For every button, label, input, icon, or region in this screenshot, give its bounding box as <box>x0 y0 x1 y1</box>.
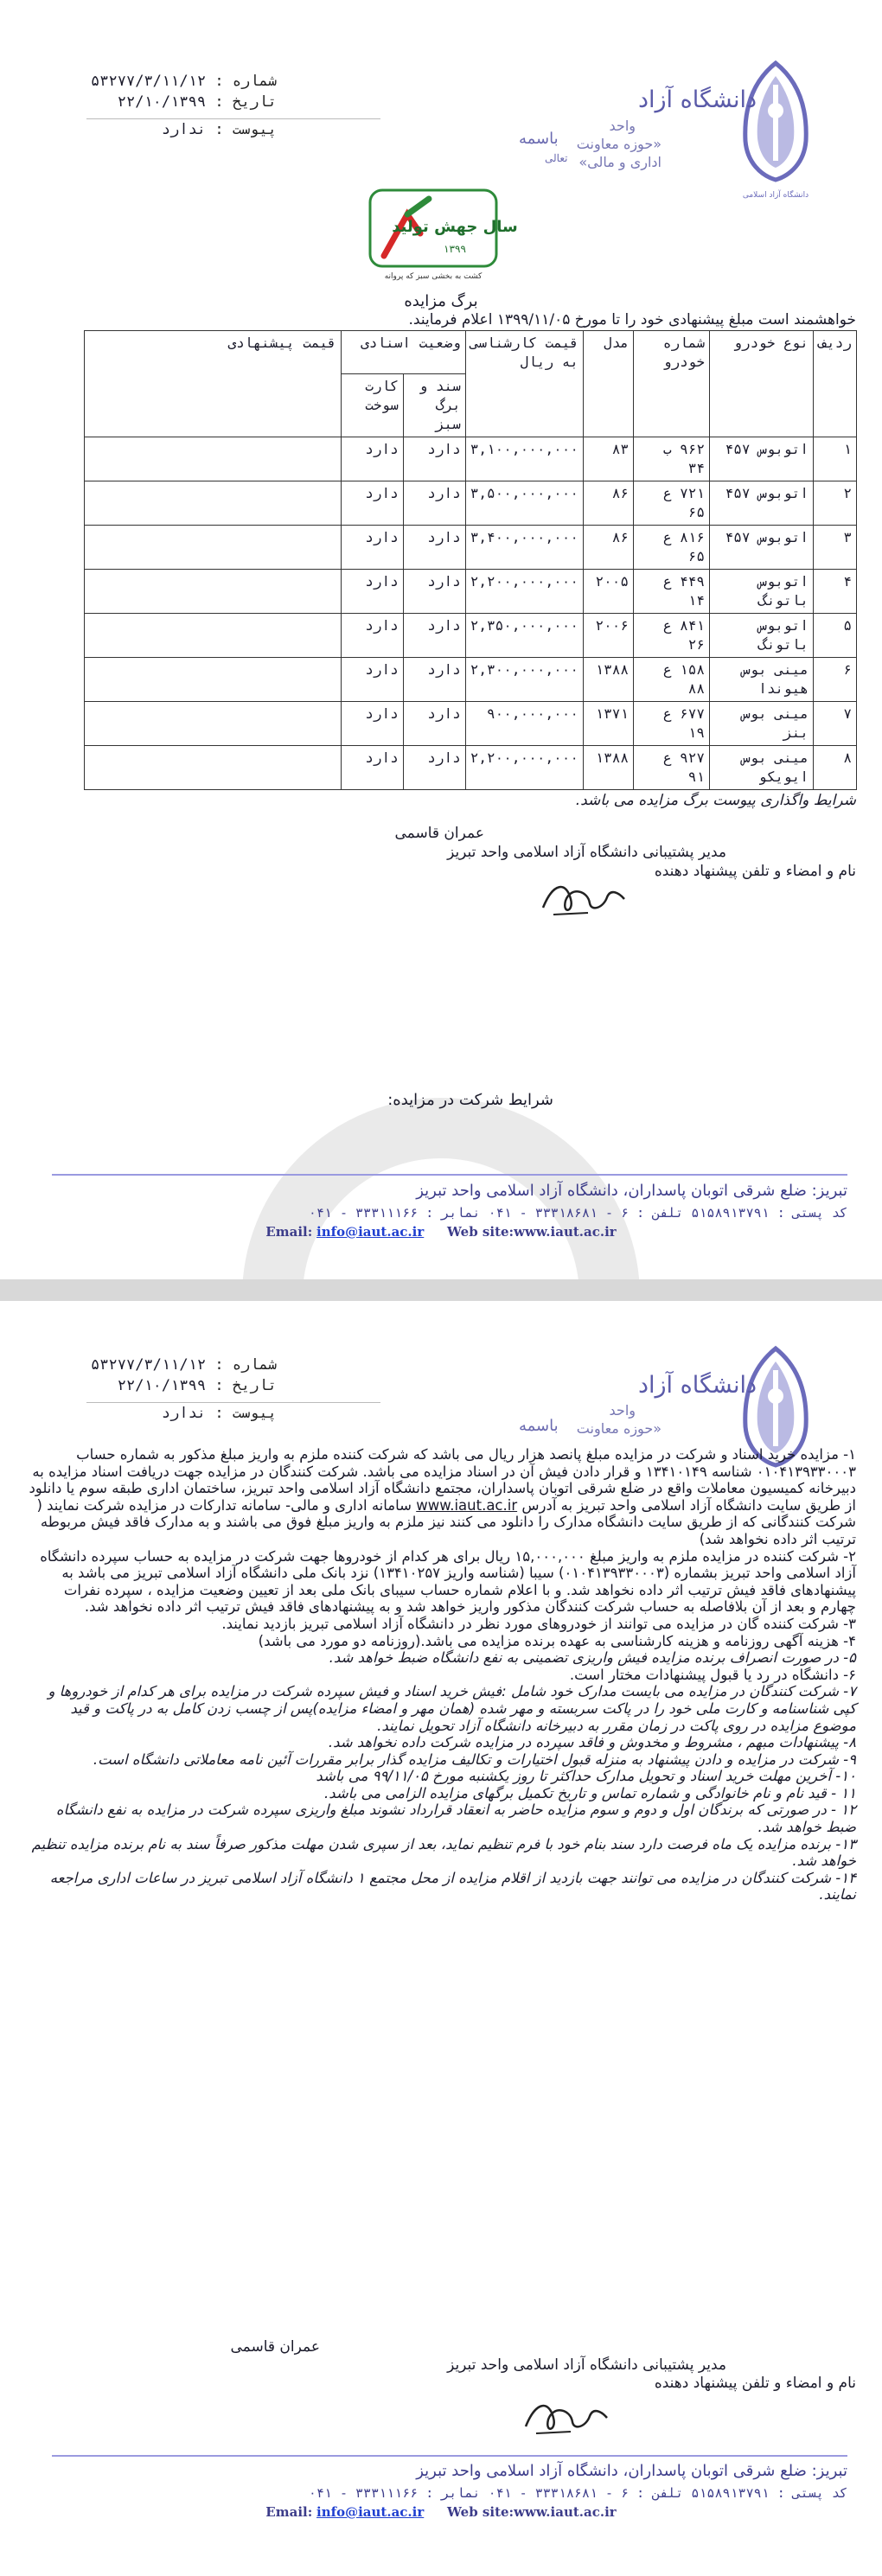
cell-row-no: ۳ <box>814 526 857 570</box>
cell-plate: ۷۲۱ ع ۶۵ <box>634 481 710 526</box>
website-text: Web site:www.iaut.ac.ir <box>447 2504 617 2520</box>
cell-offer[interactable] <box>85 526 342 570</box>
production-leap-slogan-icon <box>368 188 518 284</box>
cell-green-doc: دارد <box>403 614 465 658</box>
letter-date: ۲۲/۱۰/۱۳۹۹ <box>117 93 207 111</box>
cell-offer[interactable] <box>85 746 342 790</box>
condition-item: ۵- در صورت انصراف برنده مزایده فیش واریزی تضمینی به نفع دانشگاه ضبط خواهد شد. <box>329 1649 856 1667</box>
cell-row-no: ۵ <box>814 614 857 658</box>
bidder-line: نام و امضاء و تلفن پیشنهاد دهنده <box>654 2375 856 2392</box>
attachment-label: پیوست : <box>214 121 277 138</box>
attachment-value: ندارد <box>161 1405 207 1422</box>
col-green-doc: سند و برگ سبز <box>403 374 465 437</box>
footer-contact: کد پستی : ۵۱۵۸۹۱۳۷۹۱ تلفن : ۶ - ۳۳۳۱۸۶۸۱ - ۰۴۱ نمابر : ۳۳۳۱۱۱۶۶ - ۰۴۱ <box>308 1205 847 1221</box>
letter-number: ۵۳۲۷۷/۳/۱۱/۱۲ <box>91 1356 207 1374</box>
cell-vehicle-type: اتوبوس ۴۵۷ <box>710 481 814 526</box>
conditions-note: شرایط واگذاری پیوست برگ مزایده می باشد. <box>575 792 856 809</box>
email-label: Email: <box>265 1224 313 1240</box>
attachment-label: پیوست : <box>214 1405 277 1422</box>
table-row <box>85 614 857 658</box>
cell-green-doc: دارد <box>403 570 465 614</box>
cell-offer[interactable] <box>85 702 342 746</box>
conditions-list <box>26 1446 856 1903</box>
col-doc-status: وضعیت اسنادی <box>341 331 465 374</box>
footer-contact: کد پستی : ۵۱۵۸۹۱۳۷۹۱ تلفن : ۶ - ۳۳۳۱۸۶۸۱ - ۰۴۱ نمابر : ۳۳۳۱۱۱۶۶ - ۰۴۱ <box>308 2485 847 2501</box>
cell-fuel-card: دارد <box>341 614 403 658</box>
svg-text:۱۳۹۹: ۱۳۹۹ <box>444 243 466 255</box>
bismillah: باسمه تعالی <box>519 130 568 164</box>
condition-item: ۱۱ - قید نام و نام خانوادگی و شماره تماس و تاریخ تکمیل برگهای مزایده الزامی می باشد. <box>323 1784 856 1801</box>
conditions-title: شرایط شرکت در مزایده: <box>387 1091 553 1109</box>
table-row <box>85 658 857 702</box>
signature-block <box>26 2338 856 2393</box>
bidder-line: نام و امضاء و تلفن پیشنهاد دهنده <box>654 863 856 880</box>
cell-price: ۲,۲۰۰,۰۰۰,۰۰۰ <box>465 746 583 790</box>
cell-fuel-card: دارد <box>341 437 403 481</box>
cell-green-doc: دارد <box>403 481 465 526</box>
cell-offer[interactable] <box>85 437 342 481</box>
cell-row-no: ۱ <box>814 437 857 481</box>
condition-item: ۸- پیشنهادات مبهم ، مشروط و مخدوش و فاقد سپرده در مزایده شرکت داده نخواهد شد. <box>328 1734 856 1751</box>
col-plate: شماره خودرو <box>634 331 710 437</box>
table-row <box>85 437 857 481</box>
cell-offer[interactable] <box>85 658 342 702</box>
letterhead <box>0 0 882 200</box>
number-label: شماره : <box>214 73 277 90</box>
cell-green-doc: دارد <box>403 658 465 702</box>
site-link[interactable]: www.iaut.ac.ir <box>416 1496 518 1514</box>
signer-role: مدیر پشتیبانی دانشگاه آزاد اسلامی واحد تبریز <box>447 2356 726 2374</box>
auction-table-body <box>85 437 857 790</box>
footer-address: تبریز: ضلع شرقی اتوبان پاسداران، دانشگاه آزاد اسلامی واحد تبریز <box>416 1182 847 1200</box>
department-block <box>577 117 662 171</box>
university-logo-icon <box>737 59 815 206</box>
cell-plate: ۶۷۷ ع ۱۹ <box>634 702 710 746</box>
department-block <box>577 1401 662 1438</box>
website-text: Web site:www.iaut.ac.ir <box>447 1224 617 1240</box>
letter-number: ۵۳۲۷۷/۳/۱۱/۱۲ <box>91 73 207 90</box>
col-vehicle-type: نوع خودرو <box>710 331 814 437</box>
letter-meta <box>86 1355 277 1424</box>
condition-item: ۱۳- برنده مزایده یک ماه فرصت دارد سند بنام خود با فرم تنظیم نماید، بعد از سپری شدن مهلت مذکور صرفاً سند به نام برنده مزایده تنظیم خواهد شد. <box>31 1835 856 1870</box>
cell-plate: ۸۱۶ ع ۶۵ <box>634 526 710 570</box>
intro-text: خواهشمند است مبلغ پیشنهادی خود را تا مورخ ۱۳۹۹/۱۱/۰۵ اعلام فرمایند. <box>408 311 856 328</box>
condition-item: ۴- هزینه آگهی روزنامه و هزینه کارشناسی به عهده برنده مزایده می باشد.(روزنامه دو مورد می باشد) <box>258 1632 856 1649</box>
cell-row-no: ۷ <box>814 702 857 746</box>
cell-row-no: ۶ <box>814 658 857 702</box>
cell-fuel-card: دارد <box>341 746 403 790</box>
email-link[interactable]: info@iaut.ac.ir <box>316 2504 425 2520</box>
cell-price: ۳,۴۰۰,۰۰۰,۰۰۰ <box>465 526 583 570</box>
col-fuel-card: کارت سوخت <box>341 374 403 437</box>
letter-date: ۲۲/۱۰/۱۳۹۹ <box>117 1377 207 1394</box>
cell-fuel-card: دارد <box>341 570 403 614</box>
email-link[interactable]: info@iaut.ac.ir <box>316 1224 425 1240</box>
cell-price: ۲,۳۰۰,۰۰۰,۰۰۰ <box>465 658 583 702</box>
cell-offer[interactable] <box>85 614 342 658</box>
cell-model: ۱۳۸۸ <box>584 746 634 790</box>
cell-price: ۲,۳۵۰,۰۰۰,۰۰۰ <box>465 614 583 658</box>
condition-item: ۱۰- آخرین مهلت خرید اسناد و تحویل مدارک حداکثر تا روز یکشنبه مورخ ۹۹/۱۱/۰۵ می باشد <box>316 1768 856 1785</box>
letter-meta <box>86 71 277 140</box>
condition-item: ۱۴- شرکت کنندگان در مزایده می توانند جهت بازدید از اقلام مزایده از محل مجتمع ۱ دانشگاه آزاد اسلامی تبریز در ساعات اداری مراجعه نمایند. <box>49 1869 856 1903</box>
date-label: تاریخ : <box>214 93 277 111</box>
col-offer: قیمت پیشنهادی <box>85 331 342 437</box>
department-name: «حوزه معاونت <box>576 136 662 152</box>
footer-divider <box>52 2455 847 2457</box>
attachment-value: ندارد <box>161 121 207 138</box>
cell-model: ۸۳ <box>584 437 634 481</box>
cell-green-doc: دارد <box>403 746 465 790</box>
unit-label: واحد <box>609 1402 636 1419</box>
table-row <box>85 746 857 790</box>
letterhead <box>0 1301 882 1465</box>
cell-plate: ۸۴۱ ع ۲۶ <box>634 614 710 658</box>
cell-price: ۲,۲۰۰,۰۰۰,۰۰۰ <box>465 570 583 614</box>
cell-row-no: ۴ <box>814 570 857 614</box>
condition-item: ۷- شرکت کنندگان در مزایده می بایست مدارک خود شامل :فیش خرید اسناد و فیش سپرده شرکت در مزایده برای هر کدام از خودروها و کپی شناسنامه و کارت ملی خود را در پاکت سربسته و مهر شده (همان مهر و امضاء مزایده)پس از چسب زدن کامل به در پاکت و قید موضوع مزایده در روی پاکت در زمان مقرر به دبیرخانه دانشگاه آزاد تحویل نمایند. <box>48 1683 856 1734</box>
cell-vehicle-type: اتوبوس باتونگ <box>710 570 814 614</box>
condition-item: ۱۲ - در صورتی که برندگان اول و دوم و سوم مزایده حاضر به انعقاد قرارداد نشوند مبلغ واریزی سپرده شرکت در مزایده به نفع دانشگاه ضبط خواهد شد. <box>55 1801 856 1836</box>
cell-plate: ۱۵۸ ع ۸۸ <box>634 658 710 702</box>
handwritten-signature-icon <box>536 873 631 921</box>
email-label: Email: <box>265 2504 313 2520</box>
university-name: دانشگاه آزاد <box>637 86 757 113</box>
signer-name: عمران قاسمی <box>230 2338 320 2356</box>
cell-plate: ۹۲۷ ع ۹۱ <box>634 746 710 790</box>
cell-row-no: ۸ <box>814 746 857 790</box>
signature-block <box>26 824 856 881</box>
bismillah: باسمه <box>519 1417 559 1435</box>
footer-divider <box>52 1174 847 1176</box>
svg-text:سال جهش تولید: سال جهش تولید <box>392 218 518 236</box>
document-page-2 <box>0 1301 882 2576</box>
cell-offer[interactable] <box>85 481 342 526</box>
header-divider <box>86 1402 380 1403</box>
university-name: دانشگاه آزاد <box>637 1372 757 1399</box>
cell-model: ۲۰۰۶ <box>584 614 634 658</box>
svg-text:کشت به بخشی سبز که پروانه: کشت به بخشی سبز که پروانه <box>384 272 483 281</box>
cell-row-no: ۲ <box>814 481 857 526</box>
col-price: قیمت کارشناسی به ریال <box>465 331 583 437</box>
condition-item: ۲- شرکت کننده در مزایده ملزم به واریز مبلغ ۱۵,۰۰۰,۰۰۰ ریال برای هر کدام از خودروها جهت شرکت در مزایده به حساب سپرده دانشگاه آزاد اسلامی واحد تبریز بشماره (۰۱۰۴۱۳۹۳۳۰۰۰۳) سیبا (شناسه واریز ۱۳۴۱۰۲۵۷) نزد بانک ملی دانشگاه آزاد اسلامی تبریز می باشد به پیشنهادهای فاقد فیش ترتیب اثر داده نخواهد شد. و با اعلام شماره حساب سیبای بانک ملی بعد از تعیین وضعیت مزایده ، سپرده نفرات چهارم و بعد از آن بلافاصله به حساب شرکت کنندگان مذکور واریز خواهد شد و به پیشنهادهای فاقد فیش ترتیب اثر داده نخواهد شد. <box>40 1547 856 1616</box>
table-row <box>85 481 857 526</box>
cell-fuel-card: دارد <box>341 702 403 746</box>
table-row <box>85 526 857 570</box>
cell-fuel-card: دارد <box>341 526 403 570</box>
cell-plate: ۴۴۹ ع ۱۴ <box>634 570 710 614</box>
footer-address: تبریز: ضلع شرقی اتوبان پاسداران، دانشگاه آزاد اسلامی واحد تبریز <box>416 2462 847 2480</box>
handwritten-signature-icon <box>519 2392 614 2439</box>
cell-model: ۲۰۰۵ <box>584 570 634 614</box>
department-sub: اداری و مالی» <box>578 154 662 170</box>
document-title: برگ مزایده <box>404 292 478 310</box>
cell-green-doc: دارد <box>403 702 465 746</box>
col-row-no: ردیف <box>814 331 857 437</box>
condition-item: ۹- شرکت در مزایده و دادن پیشنهاد به منزله قبول اختیارات و تکالیف مزایده گذار برابر مقررات آئین نامه معاملاتی دانشگاه است. <box>93 1750 856 1768</box>
condition-item: ۳- شرکت کننده گان در مزایده می توانند از خودروهای مورد نظر در دانشگاه آزاد اسلامی تبریز بازدید نمایند. <box>221 1615 856 1632</box>
table-row <box>85 702 857 746</box>
condition-item: ۶- دانشگاه در رد یا قبول پیشنهادات مختار است. <box>569 1666 856 1683</box>
cell-vehicle-type: اتوبوس ۴۵۷ <box>710 437 814 481</box>
footer-web <box>0 2504 882 2520</box>
signer-role: مدیر پشتیبانی دانشگاه آزاد اسلامی واحد تبریز <box>447 844 726 861</box>
number-label: شماره : <box>214 1356 277 1374</box>
cell-price: ۳,۵۰۰,۰۰۰,۰۰۰ <box>465 481 583 526</box>
cell-vehicle-type: مینی بوس هیوندا <box>710 658 814 702</box>
cell-model: ۸۶ <box>584 481 634 526</box>
cell-price: ۳,۱۰۰,۰۰۰,۰۰۰ <box>465 437 583 481</box>
date-label: تاریخ : <box>214 1377 277 1394</box>
cell-vehicle-type: مینی بوس ایویکو <box>710 746 814 790</box>
svg-text:دانشگاه آزاد اسلامی: دانشگاه آزاد اسلامی <box>742 191 809 200</box>
table-row <box>85 570 857 614</box>
page-separator <box>0 1279 882 1301</box>
cell-price: ۹۰۰,۰۰۰,۰۰۰ <box>465 702 583 746</box>
footer-web <box>0 1224 882 1240</box>
unit-label: واحد <box>609 118 636 134</box>
auction-table <box>84 330 857 790</box>
header-divider <box>86 118 380 119</box>
cell-vehicle-type: اتوبوس باتونگ <box>710 614 814 658</box>
cell-fuel-card: دارد <box>341 481 403 526</box>
cell-vehicle-type: مینی بوس بنز <box>710 702 814 746</box>
cell-green-doc: دارد <box>403 437 465 481</box>
cell-offer[interactable] <box>85 570 342 614</box>
condition-item: ۱- مزایده خرید اسناد و شرکت در مزایده مبلغ پانصد هزار ریال می باشد که شرکت کننده ملزم به واریز مبلغ مذکور به شماره حساب ۰۱۰۴۱۳۹۳۳۰۰۰۳ شناسه ۱۳۴۱۰۱۴۹ و قرار دادن فیش آن در اسناد مزایده می باشد. شرکت کنندگان در مزایده جهت دریافت اسناد مزایده به دبیرخانه کمیسیون معاملات واقع در ضلع شرقی اتوبان پاسداران، مجتمع دانشگاه آزاد اسلامی واحد تبریز، ساختمان اداری طبقه سوم یا دانلود از طریق سایت دانشگاه آزاد اسلامی واحد تبریز به آدرس www.iaut.ac.ir سامانه اداری و مالی- سامانه تدارکات در مزایده شرکت نمایند ( شرکت کنندگانی که از طریق سایت دانشگاه مدارک را دانلود می کنند نیز ملزم به واریز مبلغ فوق می باشند و به مدارک فاقد فیش مربوطه ترتیب اثر داده نخواهد شد) <box>29 1446 856 1547</box>
cell-vehicle-type: اتوبوس ۴۵۷ <box>710 526 814 570</box>
cell-model: ۱۳۸۸ <box>584 658 634 702</box>
department-name: «حوزه معاونت <box>576 1420 662 1437</box>
table-header-row <box>85 331 857 374</box>
col-model: مدل <box>584 331 634 437</box>
cell-model: ۸۶ <box>584 526 634 570</box>
cell-model: ۱۳۷۱ <box>584 702 634 746</box>
cell-plate: ۹۶۲ ب ۳۴ <box>634 437 710 481</box>
cell-fuel-card: دارد <box>341 658 403 702</box>
cell-green-doc: دارد <box>403 526 465 570</box>
document-page-1 <box>0 0 882 1279</box>
signer-name: عمران قاسمی <box>394 825 484 842</box>
